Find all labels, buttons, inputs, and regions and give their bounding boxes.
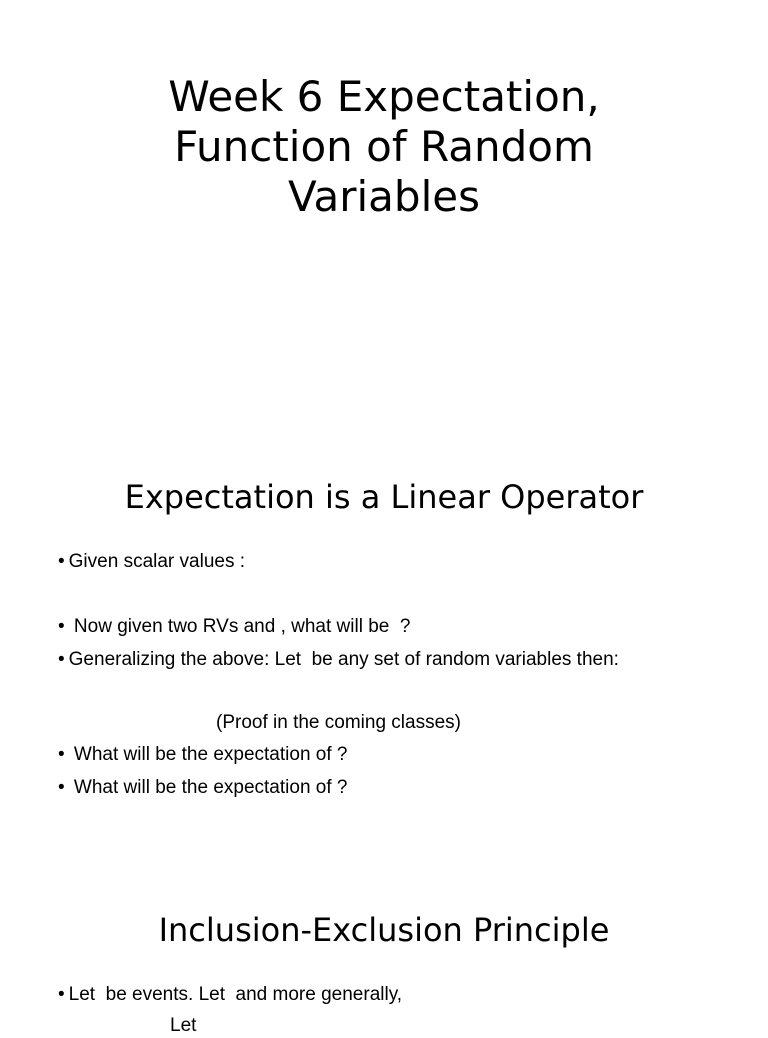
section-title-linearity: Expectation is a Linear Operator: [124, 478, 644, 516]
bullet-item: [58, 550, 245, 574]
bullet-item: [58, 743, 347, 767]
bullet-text: Let be events. Let and more generally,: [68, 984, 403, 1005]
bullet-text: What will be the expectation of ?: [68, 744, 348, 765]
title-line-2: Function of Random: [174, 122, 594, 171]
bullet-text: Now given two RVs and , what will be ?: [68, 616, 411, 637]
bullet-dot: •: [58, 984, 65, 1005]
linearity-slide: [0, 440, 768, 880]
section-title-inclusion-exclusion: Inclusion-Exclusion Principle: [158, 911, 610, 949]
bullet-dot: •: [58, 616, 65, 637]
bullet-text: Generalizing the above: Let be any set of random variables then:: [68, 649, 619, 670]
title-line-3: Variables: [288, 172, 480, 221]
inclusion-exclusion-slide: [0, 880, 768, 1036]
bullet-dot: •: [58, 649, 65, 670]
bullet-item: [58, 983, 402, 1007]
bullet-item: [58, 776, 347, 800]
bullet-text: Given scalar values :: [68, 551, 246, 572]
bullet-text: What will be the expectation of ?: [68, 777, 348, 798]
bullet-dot: •: [58, 744, 65, 765]
bullet-item: [58, 615, 410, 639]
title-slide: [0, 0, 768, 440]
bullet-item: [58, 648, 619, 672]
bullet-dot: •: [58, 777, 65, 798]
clipped-line: Let: [170, 1015, 197, 1036]
bullet-dot: •: [58, 551, 65, 572]
title-line-1: Week 6 Expectation,: [168, 72, 600, 121]
proof-note: (Proof in the coming classes): [216, 712, 461, 733]
page-title: [0, 72, 768, 222]
